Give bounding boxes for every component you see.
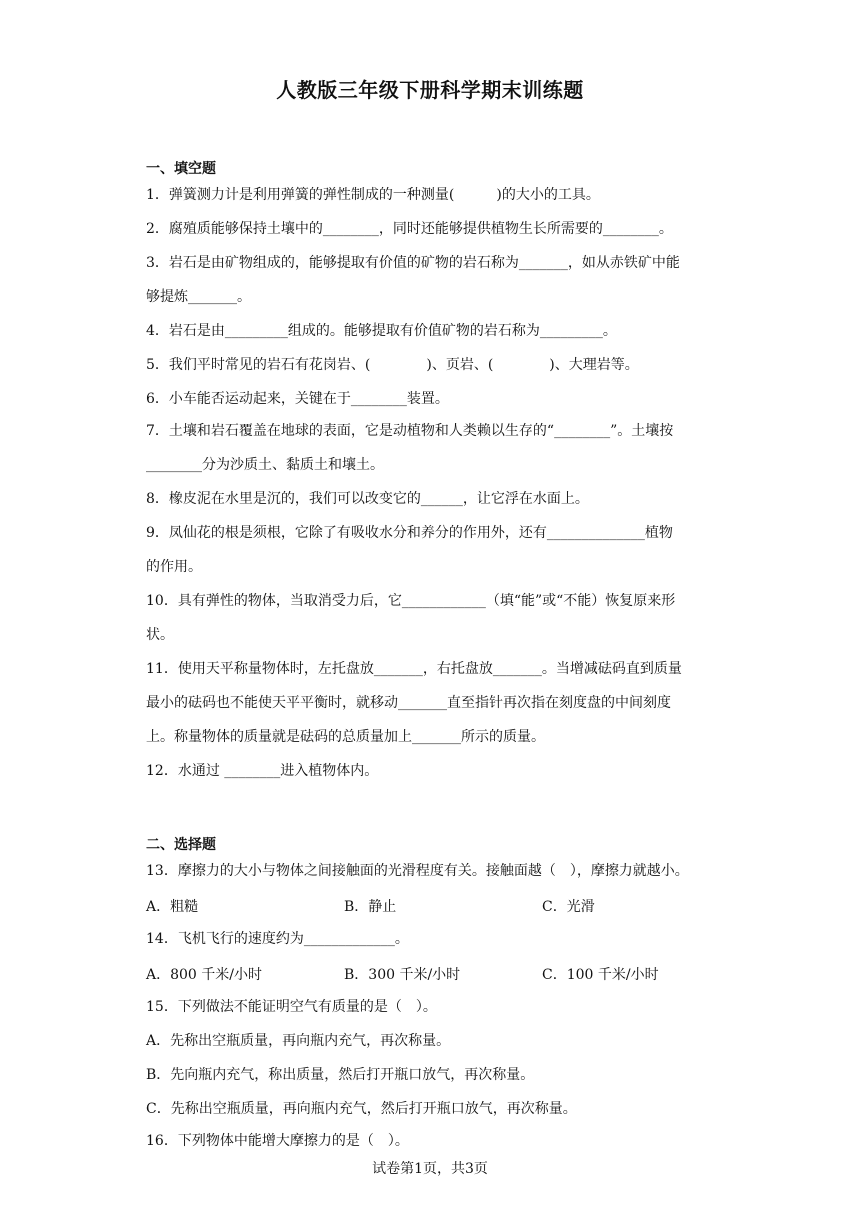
- section-heading-multiple-choice: 二、选择题: [146, 837, 216, 853]
- page-footer: 试卷第1页，共3页: [372, 1161, 488, 1177]
- question-15-option-b: B．先向瓶内充气，称出质量，然后打开瓶口放气，再次称量。: [146, 1067, 535, 1083]
- question-6: 6．小车能否运动起来，关键在于________装置。: [146, 391, 449, 407]
- question-4: 4．岩石是由_________组成的。能够提取有价值矿物的岩石称为_________。: [146, 323, 617, 339]
- option-a: A．800 千米/小时: [146, 967, 262, 983]
- question-12: 12．水通过 ________进入植物体内。: [146, 763, 379, 779]
- option-a: A．粗糙: [146, 899, 199, 915]
- question-10-line-1: 10．具有弹性的物体，当取消受力后，它____________（填“能”或“不能）恢复原来形: [146, 593, 676, 609]
- question-3-line-1: 3．岩石是由矿物组成的，能够提取有价值的矿物的岩石称为_______，如从赤铁矿中能: [146, 255, 680, 271]
- question-7-line-2: ________分为沙质土、黏质土和壤土。: [146, 457, 384, 473]
- question-13-options: [146, 896, 720, 916]
- question-11-line-1: 11．使用天平称量物体时，左托盘放_______，右托盘放_______。当增减砝码直到质量: [146, 661, 682, 677]
- question-14: 14．飞机飞行的速度约为_____________。: [146, 931, 409, 947]
- question-1: 1．弹簧测力计是利用弹簧的弹性制成的一种测量( )的大小的工具。: [146, 187, 600, 203]
- question-2: 2．腐殖质能够保持土壤中的________，同时还能够提供植物生长所需要的________。: [146, 221, 673, 237]
- question-9-line-1: 9．凤仙花的根是须根，它除了有吸收水分和养分的作用外，还有______________植物: [146, 525, 673, 541]
- option-c: C．100 千米/小时: [542, 967, 659, 983]
- question-13: 13．摩擦力的大小与物体之间接触面的光滑程度有关。接触面越（ ），摩擦力就越小。: [146, 863, 689, 879]
- option-c: C．光滑: [542, 899, 595, 915]
- question-15: 15．下列做法不能证明空气有质量的是（ ）。: [146, 999, 437, 1015]
- section-heading-fill-blank: 一、填空题: [146, 161, 216, 177]
- question-14-options: [146, 964, 720, 984]
- question-11-line-3: 上。称量物体的质量就是砝码的总质量加上_______所示的质量。: [146, 729, 545, 745]
- question-9-line-2: 的作用。: [146, 559, 202, 575]
- question-15-option-a: A．先称出空瓶质量，再向瓶内充气，再次称量。: [146, 1033, 451, 1049]
- question-11-line-2: 最小的砝码也不能使天平平衡时，就移动_______直至指针再次指在刻度盘的中间刻度: [146, 695, 671, 711]
- question-15-option-c: C．先称出空瓶质量，再向瓶内充气，然后打开瓶口放气，再次称量。: [146, 1101, 577, 1117]
- question-16: 16．下列物体中能增大摩擦力的是（ ）。: [146, 1133, 409, 1149]
- question-3-line-2: 够提炼_______。: [146, 289, 251, 305]
- page-title: 人教版三年级下册科学期末训练题: [276, 78, 584, 102]
- question-7-line-1: 7．土壤和岩石覆盖在地球的表面，它是动植物和人类赖以生存的“________”。土壤按: [146, 423, 674, 439]
- option-b: B．300 千米/小时: [344, 967, 461, 983]
- question-8: 8．橡皮泥在水里是沉的，我们可以改变它的______，让它浮在水面上。: [146, 491, 589, 507]
- question-5: 5．我们平时常见的岩石有花岗岩、( )、页岩、( )、大理岩等。: [146, 357, 639, 373]
- question-10-line-2: 状。: [146, 627, 174, 643]
- option-b: B．静止: [344, 899, 397, 915]
